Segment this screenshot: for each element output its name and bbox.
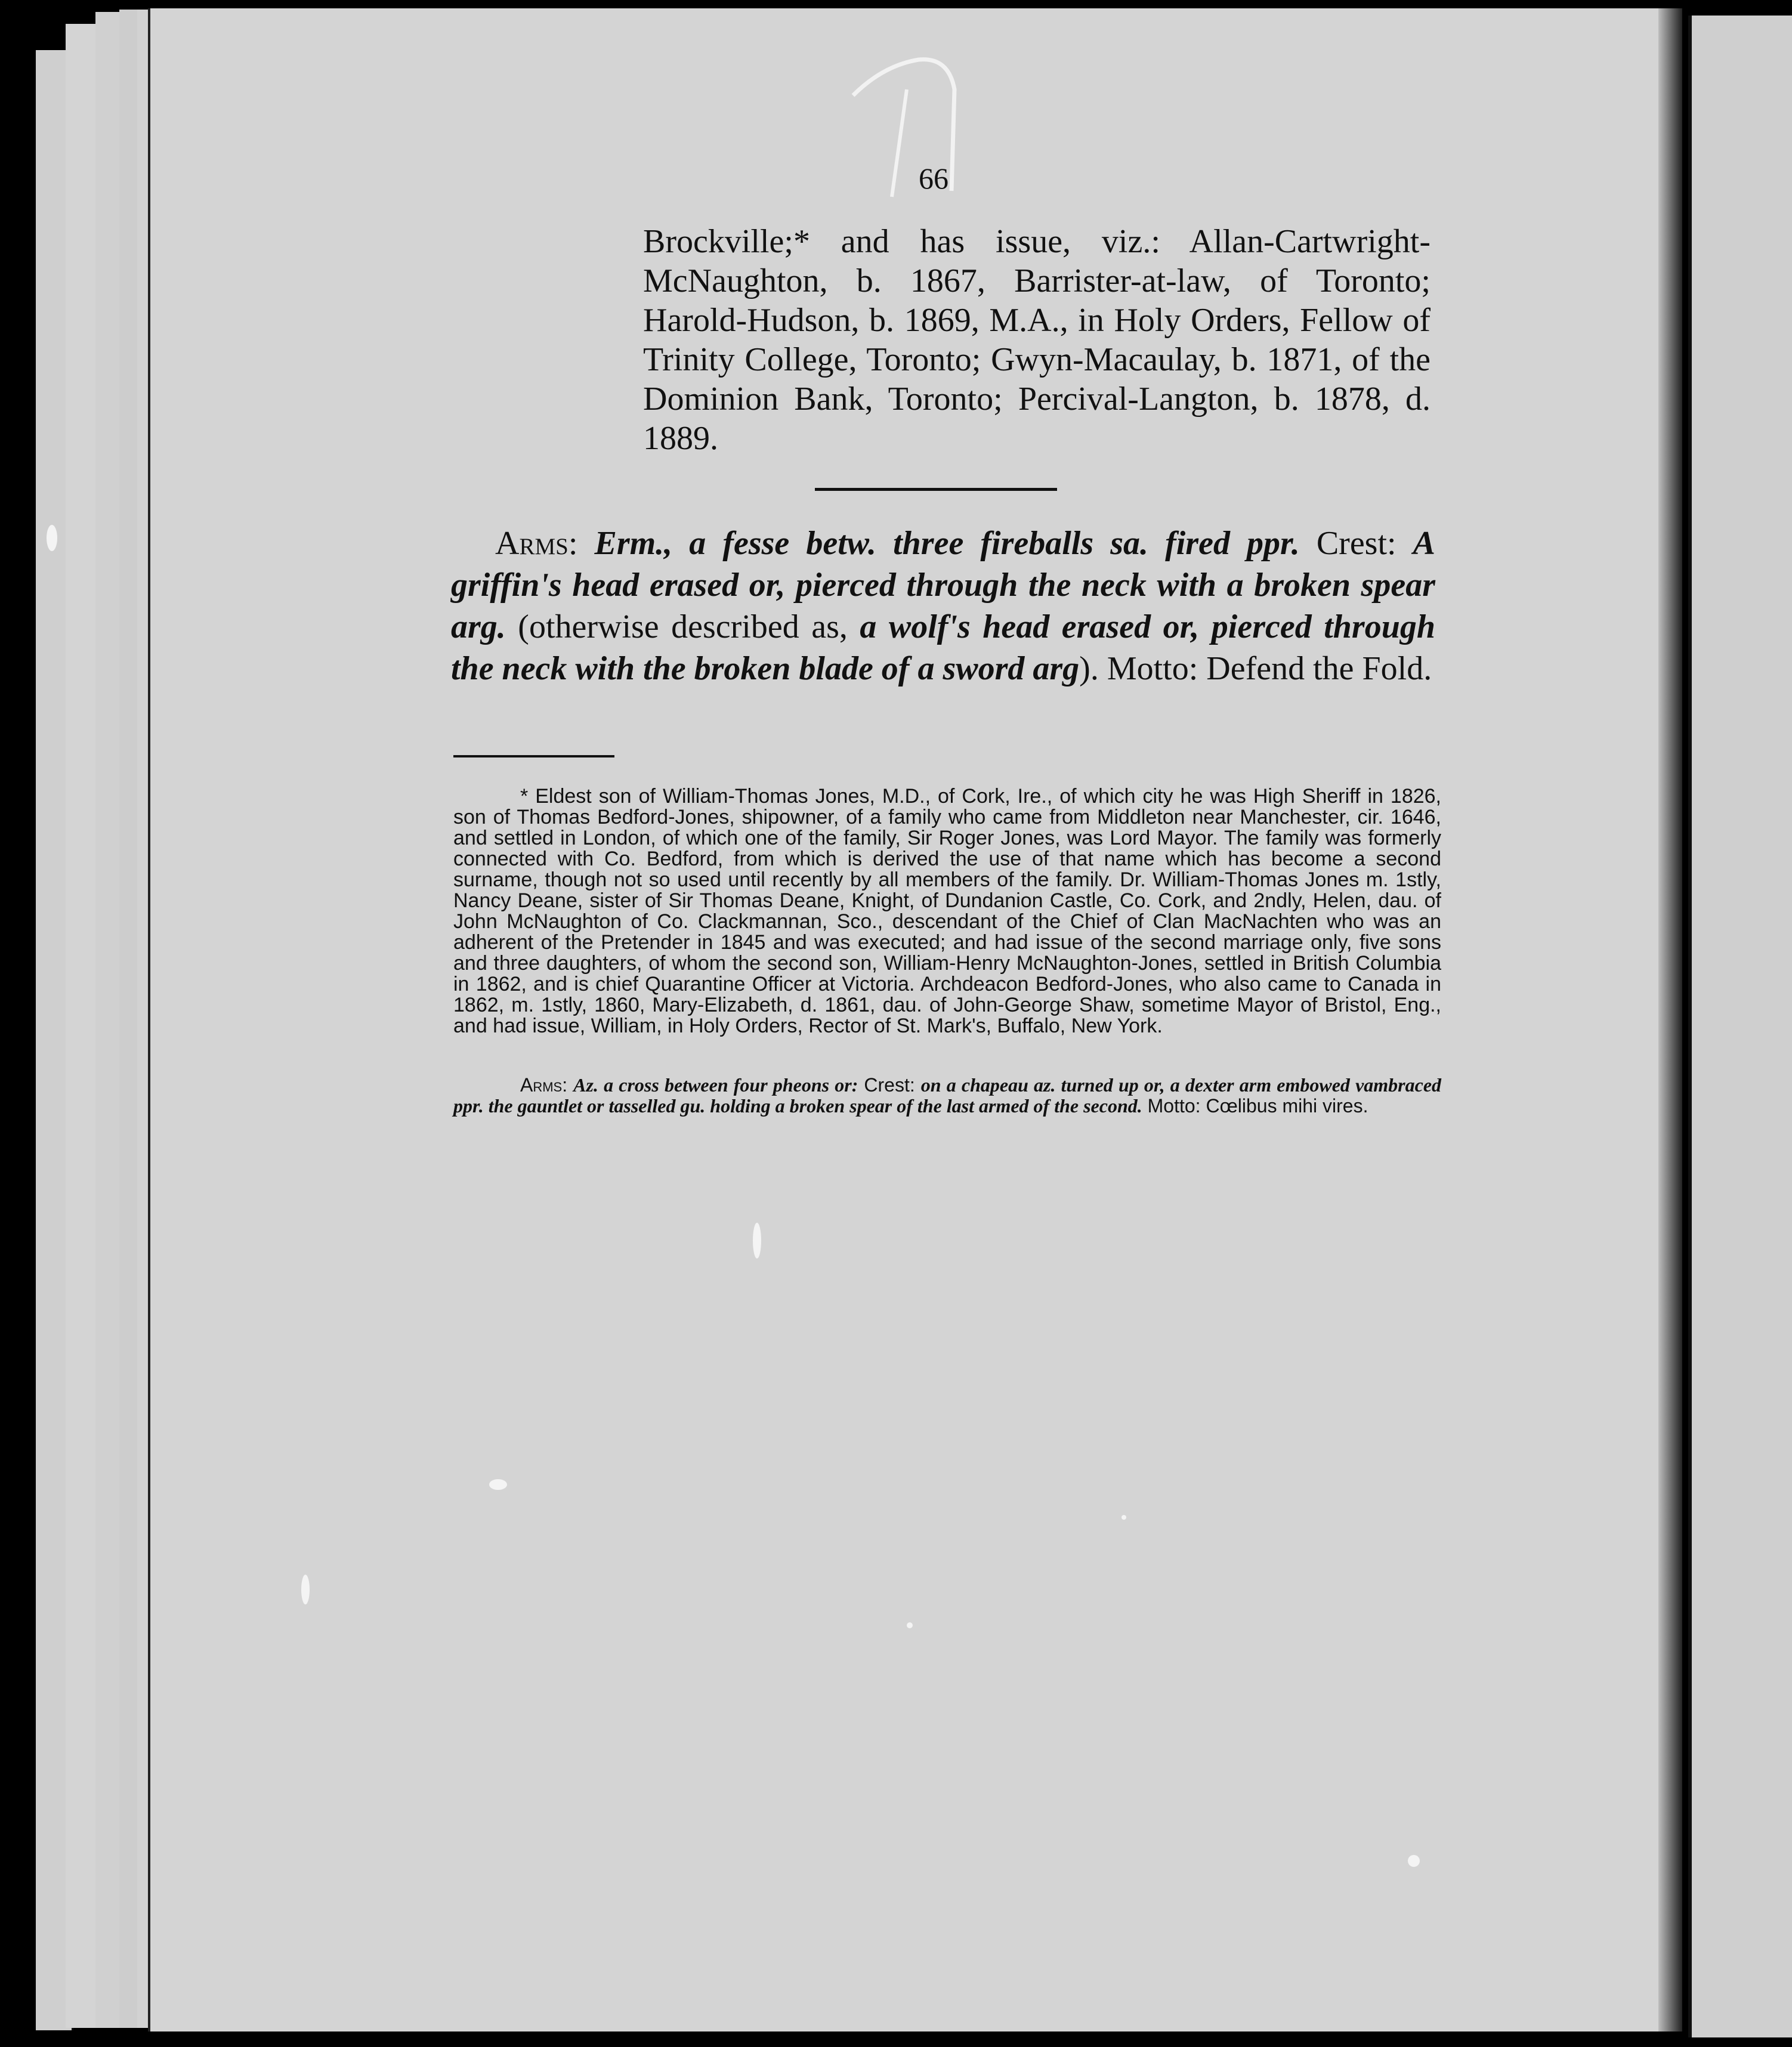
otherwise-blazon: a wolf's head erased or, pierced through the neck with the broken blade of a sword arg	[451, 608, 1435, 687]
motto-label: Motto:	[1107, 650, 1198, 687]
scan-speck	[907, 1622, 913, 1628]
otherwise-text: (otherwise described as,	[518, 608, 848, 645]
motto: Defend the Fold.	[1206, 650, 1432, 687]
footnote-motto-label: Motto:	[1147, 1095, 1201, 1117]
scan-speck	[1408, 1855, 1420, 1867]
footnote-divider	[453, 755, 614, 757]
footnote-crest-blazon: on a chapeau az. turned up or, a dexter arm embowed vambraced ppr. the gauntlet or tasselled gu. holding a broken spear of the last armed of the second.	[453, 1074, 1442, 1117]
footnote-paragraph: * Eldest son of William-Thomas Jones, M.D., of Cork, Ire., of which city he was High Sheriff in 1826, son of Thomas Bedford-Jones, shipowner, of a family who came from Middleton near Manchester, cir. 1646, and settled in London, of which one of the family, Sir Roger Jones, was Lord Mayor. The family was formerly connected with Co. Bedford, from which is derived the use of that name which has become a second surname, though not so used until recently by all members of the family. Dr. William-Thomas Jones m. 1stly, Nancy Deane, sister of Sir Thomas Deane, Knight, of Dundanion Castle, Co. Cork, and 2ndly, Helen, dau. of John McNaughton of Co. Clackmannan, Sco., descendant of the Chief of Clan MacNachten who was an adherent of the Pretender in 1845 and was executed; and had issue of the second marriage only, five sons and three daughters, of whom the second son, William-Henry McNaughton-Jones, settled in British Columbia in 1862, and is chief Quarantine Officer at Victoria. Archdeacon Bedford-Jones, who also came to Canada in 1862, m. 1stly, 1860, Mary-Elizabeth, d. 1861, dau. of John-George Shaw, sometime Mayor of Bristol, Eng., and had issue, William, in Holy Orders, Rector of St. Mark's, Buffalo, New York.	[453, 785, 1441, 1037]
footnote-arms-paragraph	[453, 1075, 1441, 1117]
footnote-arms-blazon: Az. a cross between four pheons or:	[573, 1074, 858, 1096]
arms-label: Arms:	[495, 525, 578, 562]
scan-speck	[301, 1575, 310, 1604]
pencil-mark-icon	[835, 54, 1014, 233]
footnote-motto: Cœlibus mihi vires.	[1206, 1095, 1368, 1117]
arms-paragraph	[451, 522, 1435, 689]
arms-blazon: Erm., a fesse betw. three fireballs sa. fired ppr.	[594, 525, 1300, 562]
gutter-shadow	[1658, 8, 1682, 2031]
genealogy-paragraph: Brockville;* and has issue, viz.: Allan-Cartwright-McNaughton, b. 1867, Barrister-at-law, of Toronto; Harold-Hudson, b. 1869, M.A., in Holy Orders, Fellow of Trinity College, Toronto; Gwyn-Macaulay, b. 1871, of the Dominion Bank, Toronto; Percival-Langton, b. 1878, d. 1889.	[643, 223, 1430, 457]
page-number: 66	[919, 162, 948, 195]
otherwise-close: ).	[1079, 650, 1099, 687]
facing-page-edge	[1688, 16, 1792, 2037]
footnote-arms-label: Arms:	[520, 1074, 568, 1096]
footnote-crest-label: Crest:	[864, 1074, 915, 1096]
scan-speck	[489, 1479, 507, 1490]
section-divider	[815, 488, 1057, 491]
crest-blazon: A griffin's head erased or, pierced through the neck with a broken spear arg.	[451, 525, 1436, 645]
crest-label: Crest:	[1316, 525, 1396, 562]
scan-speck	[1121, 1515, 1126, 1520]
scan-speck	[753, 1223, 761, 1258]
scan-speck	[47, 525, 57, 551]
